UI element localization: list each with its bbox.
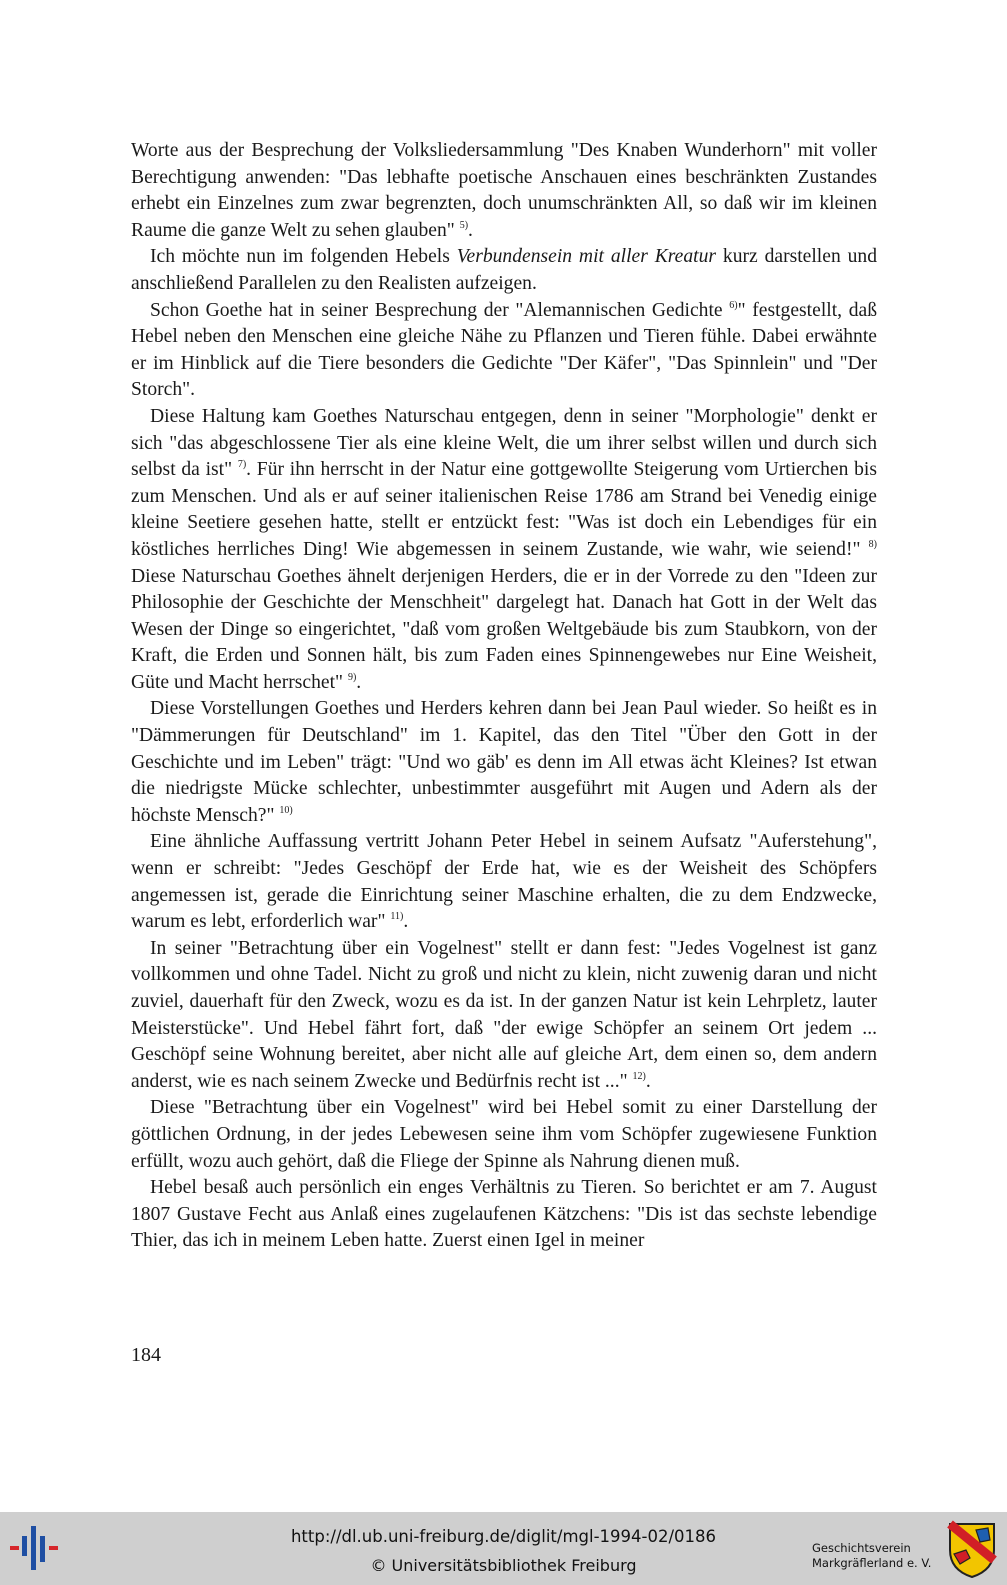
paragraph: [131, 696, 877, 829]
paragraph: [131, 936, 877, 1096]
text-run: .: [356, 671, 362, 693]
footer-organization: [812, 1541, 937, 1571]
text-run: .: [403, 911, 409, 933]
org-line-1: Geschichtsverein: [812, 1541, 911, 1555]
text-run: Diese "Betrachtung über ein Vogelnest" wird bei Hebel somit zu einer Darstellung der göttlichen Ordnung, in der jedes Lebewesen seine ihm vom Schöpfer zugewiesene Funktion erfüllt, wozu auch gehört, daß die Fliege der Spinne als Nahrung dienen muß.: [131, 1097, 877, 1172]
text-run: .: [468, 219, 473, 241]
text-run: Worte aus der Besprechung der Volksliedersammlung "Des Knaben Wunderhorn" mit voller Berechtigung anwenden: "Das lebhafte poetische Anschauen eines beschränkten Zustandes erhebt ein Einzelnes zum zwar begrenzten, doch unumschränkten All, so daß wir im kleinen Raume die ganze Welt zu sehen glauben": [131, 140, 877, 241]
text-run: Eine ähnliche Auffassung vertritt Johann Peter Hebel in seinem Aufsatz "Auferstehung", wenn er schreibt: "Jedes Geschöpf der Erde hat, wie es der Weisheit des Schöpfers angemessen ist, gerade die Einrichtung seiner Maschine erhalten, die zu dem Endzwecke, warum es lebt, erforderlich war": [131, 831, 877, 933]
text-run: Hebel besaß auch persönlich ein enges Verhältnis zu Tieren. So berichtet er am 7. August 1807 Gustave Fecht aus Anlaß eines zugelaufenen Kätzchens: "Dis ist das sechste lebendige Thier, das ich in meinem Leben hatte. Zuerst einen Igel in meiner: [131, 1177, 877, 1252]
text-run: . Für ihn herrscht in der Natur eine gottgewollte Steigerung vom Urtierchen bis zum Menschen. Und als er auf seiner italienischen Reise 1786 am Strand bei Venedig einige kleine Seetiere gesehen hatte, stellt er entzückt fest: "Was ist doch ein Lebendiges für ein köstliches herrliches Ding! Wie abgemessen in seinem Zustande, wie wahr, wie seiend!": [131, 459, 877, 560]
paragraph: [131, 244, 877, 297]
paragraph: [131, 404, 877, 697]
text-run: Schon Goethe hat in seiner Besprechung der "Alemannischen Gedichte: [150, 299, 730, 321]
footnote-ref: 8): [868, 538, 877, 550]
paragraph: [131, 829, 877, 935]
footnote-ref: 11): [390, 911, 404, 923]
emphasis: Verbundensein mit aller Kreatur: [456, 246, 717, 268]
page-number: 184: [131, 1344, 161, 1366]
body-text: [131, 138, 877, 1255]
text-run: .: [645, 1070, 651, 1092]
text-run: " festgestellt, daß Hebel neben den Menschen eine gleiche Nähe zu Pflanzen und Tieren fühle. Dabei erwähnte er im Hinblick auf die Tiere besonders die Gedichte "Der Käfer", "Das Spinnlein" und "Der Storch".: [131, 299, 877, 401]
paragraph: [131, 298, 877, 404]
coat-of-arms-icon[interactable]: [946, 1520, 998, 1580]
text-run: In seiner "Betrachtung über ein Vogelnest" stellt er dann fest: "Jedes Vogelnest ist ganz vollkommen und ohne Tadel. Nicht zu groß und nicht zu klein, nicht zuwenig daran und nicht zuviel, dauerhaft für den Zweck, wozu es da ist. In der ganzen Natur ist kein Lehrpletz, lauter Meisterstücke". Und Hebel fährt fort, daß "der ewige Schöpfer an seinem Ort jedem ... Geschöpf seine Wohnung bereitet, aber nicht alle auf gleiche Art, dem einen so, dem andern anderst, wie es nach seinem Zwecke und Bedürfnis recht ist ...": [131, 937, 877, 1092]
footnote-ref: 10): [279, 804, 293, 816]
paragraph: [131, 1095, 877, 1175]
footer-bar: [0, 1512, 1007, 1585]
org-line-2: Markgräflerland e. V.: [812, 1556, 932, 1570]
text-run: kurz darstellen und anschließend Parallelen zu den Realisten aufzeigen.: [131, 246, 877, 294]
text-run: Diese Naturschau Goethes ähnelt derjenigen Herders, die er in der Vorrede zu den "Ideen zur Philosophie der Geschichte der Menschheit" dargelegt hat. Danach hat Gott in der Welt das Wesen der Dinge so eingerichtet, "daß vom großen Weltgebäude bis zum Staubkorn, von der Kraft, die Erden und Sonnen hält, bis zum Faden eines Spinnengewebes nur Eine Weisheit, Güte und Macht herrschet": [131, 565, 877, 693]
paragraph: [131, 1175, 877, 1255]
footnote-ref: 5): [459, 219, 469, 231]
footnote-ref: 9): [347, 671, 357, 683]
footer-copyright: © Universitätsbibliothek Freiburg: [370, 1556, 637, 1575]
footnote-ref: 6): [729, 299, 738, 311]
text-run: Ich möchte nun im folgenden Hebels: [150, 246, 457, 268]
text-run: Diese Vorstellungen Goethes und Herders kehren dann bei Jean Paul wieder. So heißt es in "Dämmerungen für Deutschland" im 1. Kapitel, das den Titel "Über den Gott in der Geschichte und im Leben" trägt: "Und wo gäb' es denn im All etwas ächt Kleines? Ist etwan die niedrigste Mücke schlechter, unbestimmter ausgeführt mit Augen und Adern als der höchste Mensch?": [131, 698, 877, 826]
footnote-ref: 7): [237, 459, 247, 471]
footer-url-link[interactable]: http://dl.ub.uni-freiburg.de/diglit/mgl-1994-02/0186: [290, 1527, 717, 1546]
text-run: Diese Haltung kam Goethes Naturschau entgegen, denn in seiner "Morphologie" denkt er sich "das abgeschlossene Tier als eine kleine Welt, die um ihrer selbst willen und durch sich selbst da ist": [131, 405, 877, 481]
paragraph: [131, 138, 877, 244]
footnote-ref: 12): [632, 1070, 646, 1082]
